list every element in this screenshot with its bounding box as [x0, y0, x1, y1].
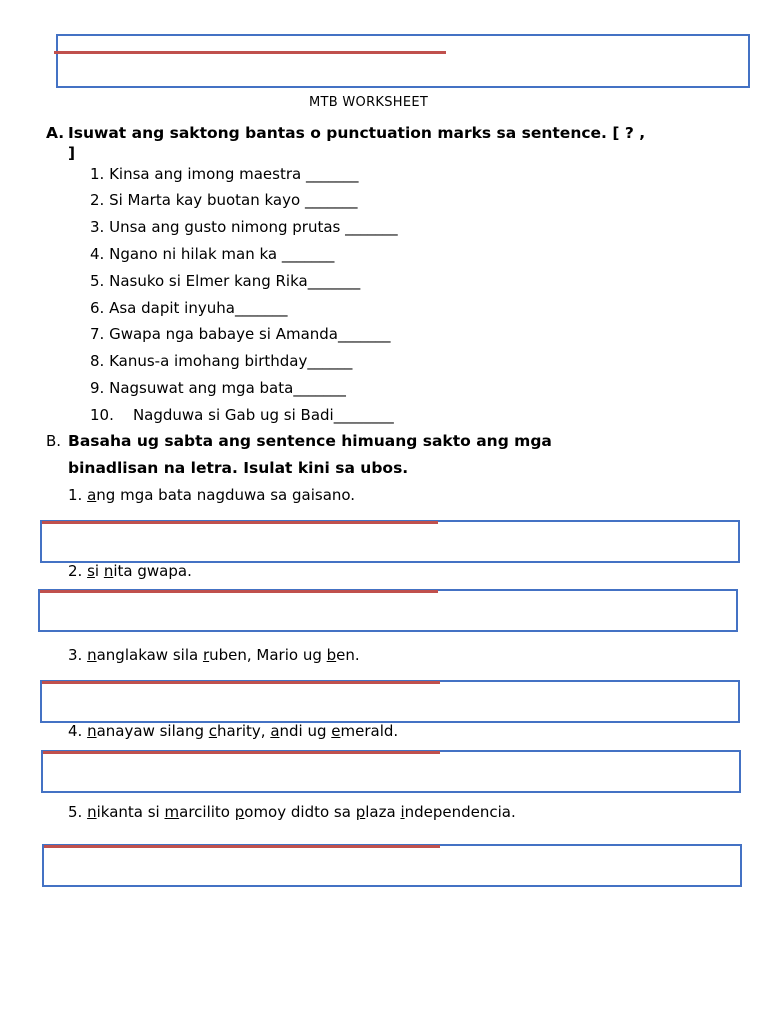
name-red-line [54, 51, 446, 54]
underlined-letter: e [331, 722, 341, 740]
underlined-letter: n [87, 722, 97, 740]
sentence-text: merald. [340, 722, 399, 740]
item-text: Nagduwa si Gab ug si Badi________ [132, 406, 394, 424]
list-item [90, 191, 357, 209]
sentence-item-2 [68, 562, 192, 580]
answer-box-3[interactable] [40, 680, 740, 723]
underlined-letter: p [355, 803, 366, 821]
underlined-letter: a [270, 722, 280, 740]
list-item [90, 325, 390, 343]
answer-red-line [40, 590, 438, 593]
sentence-text: i [94, 562, 104, 580]
item-number: 1. [68, 486, 83, 504]
list-item [90, 352, 352, 370]
list-item [90, 272, 360, 290]
item-number: 9. [90, 379, 105, 397]
item-text: Unsa ang gusto nimong prutas _______ [109, 218, 398, 236]
sentence-item-3 [68, 646, 360, 664]
section-a-letter: A. [46, 124, 65, 142]
answer-box-5[interactable] [42, 844, 742, 887]
page-title: MTB WORKSHEET [309, 95, 429, 110]
sentence-text: ita gwapa. [113, 562, 192, 580]
underlined-letter: s [87, 562, 95, 580]
sentence-text: en. [336, 646, 360, 664]
underlined-letter: n [103, 562, 114, 580]
item-text: Kanus-a imohang birthday______ [109, 352, 353, 370]
item-number: 8. [90, 352, 105, 370]
item-number: 7. [90, 325, 105, 343]
sentence-text: ng mga bata nagduwa sa gaisano. [96, 486, 356, 504]
section-b-instruction-line2: binadlisan na letra. Isulat kini sa ubos. [68, 459, 409, 477]
answer-red-line [42, 681, 440, 684]
section-b-letter: B. [46, 432, 62, 450]
item-number: 5. [68, 803, 83, 821]
answer-red-line [44, 845, 440, 848]
sentence-item-1 [68, 486, 355, 504]
answer-red-line [42, 521, 438, 524]
answer-box-4[interactable] [41, 750, 741, 793]
sentence-text: laza [365, 803, 401, 821]
item-number: 5. [90, 272, 105, 290]
item-text: Asa dapit inyuha_______ [109, 299, 288, 317]
item-number: 4. [90, 245, 105, 263]
sentence-text: omoy didto sa [244, 803, 356, 821]
sentence-text: uben, Mario ug [209, 646, 327, 664]
underlined-letter: c [208, 722, 217, 740]
item-text: Kinsa ang imong maestra _______ [109, 165, 359, 183]
sentence-text: arcilito [179, 803, 235, 821]
item-number: 6. [90, 299, 105, 317]
answer-red-line [43, 751, 440, 754]
list-item [90, 165, 358, 183]
underlined-letter: i [400, 803, 405, 821]
underlined-letter: p [234, 803, 245, 821]
section-a-instruction: Isuwat ang saktong bantas o punctuation marks sa sentence. [ ? , [68, 124, 646, 142]
name-answer-box[interactable] [56, 34, 750, 88]
item-text: Nasuko si Elmer kang Rika_______ [109, 272, 361, 290]
item-text: Nagsuwat ang mga bata_______ [109, 379, 346, 397]
sentence-text: anayaw silang [96, 722, 209, 740]
list-item [90, 299, 287, 317]
underlined-letter: m [164, 803, 180, 821]
sentence-item-4 [68, 722, 398, 740]
underlined-letter: a [87, 486, 97, 504]
sentence-item-5 [68, 803, 516, 821]
item-number: 10. [90, 406, 114, 424]
item-number: 4. [68, 722, 83, 740]
item-text: Ngano ni hilak man ka _______ [109, 245, 335, 263]
item-number: 2. [68, 562, 83, 580]
list-item [90, 379, 346, 397]
item-number: 3. [68, 646, 83, 664]
section-b-instruction-line1: Basaha ug sabta ang sentence himuang sakto ang mga [68, 432, 552, 450]
answer-box-2[interactable] [38, 589, 738, 632]
sentence-text: anglakaw sila [96, 646, 203, 664]
list-item [90, 218, 398, 236]
item-number: 3. [90, 218, 105, 236]
item-text: Si Marta kay buotan kayo _______ [109, 191, 358, 209]
answer-box-1[interactable] [40, 520, 740, 563]
underlined-letter: b [326, 646, 337, 664]
section-a-instruction-tail: ] [68, 144, 76, 162]
sentence-text: ndi ug [279, 722, 332, 740]
item-number: 2. [90, 191, 105, 209]
underlined-letter: r [202, 646, 210, 664]
sentence-text: harity, [217, 722, 271, 740]
list-item [90, 406, 394, 424]
sentence-text: ikanta si [96, 803, 165, 821]
list-item [90, 245, 334, 263]
item-number: 1. [90, 165, 105, 183]
item-text: Gwapa nga babaye si Amanda_______ [109, 325, 391, 343]
sentence-text: ndependencia. [404, 803, 516, 821]
underlined-letter: n [87, 646, 97, 664]
underlined-letter: n [87, 803, 97, 821]
